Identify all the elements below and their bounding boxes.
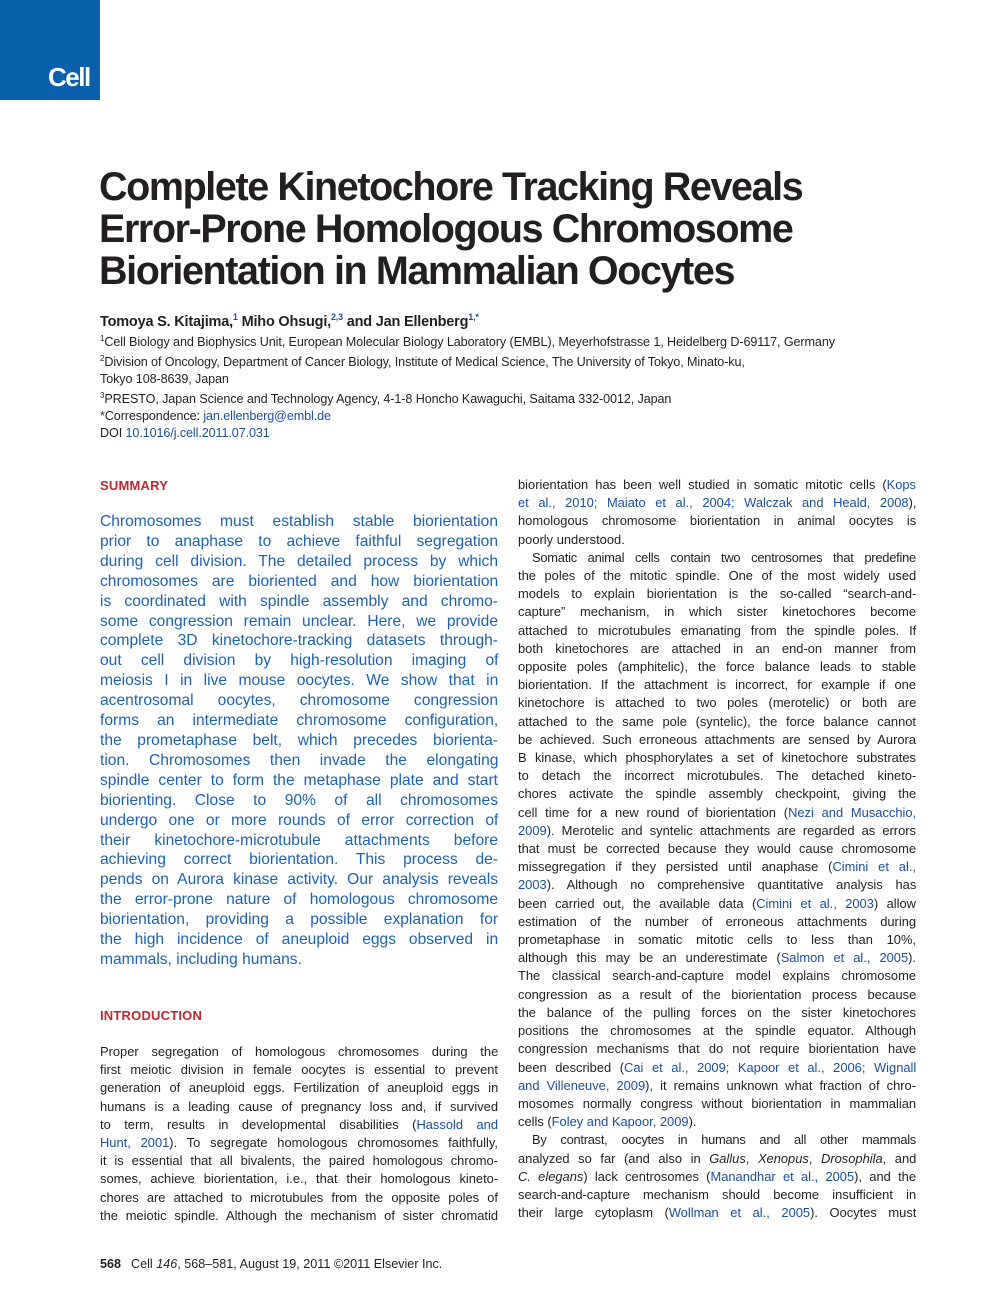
title-line: Error-Prone Homologous Chromosome [99, 207, 793, 251]
summary-line: spindle center to form the metaphase plate and start [100, 771, 498, 789]
body-line [518, 476, 916, 494]
author-list [100, 312, 479, 330]
body-line [518, 1168, 916, 1186]
intro-left-column [100, 1043, 498, 1225]
affiliation-line [100, 388, 920, 408]
intro-right-column [518, 476, 916, 1222]
body-text: ), [908, 495, 917, 511]
citation-link[interactable]: Cimini et al., 2003 [756, 895, 874, 911]
summary-line: Chromosomes must establish stable biorientation [100, 513, 498, 530]
body-line: attached to microtubules emanating from the spindle poles. If [518, 622, 917, 638]
body-text: , [745, 1150, 758, 1166]
body-text: been carried out, the available data ( [518, 895, 757, 911]
journal-logo [0, 0, 100, 100]
body-line [518, 895, 916, 913]
author-name: Tomoya S. Kitajima, [100, 313, 233, 330]
body-line: models to explain biorientation is the so-called “search-and- [518, 586, 917, 602]
summary-line: forms an intermediate chromosome configuration, [100, 712, 499, 730]
body-text: been described ( [518, 1059, 625, 1075]
body-text: ), and the [854, 1168, 916, 1184]
body-text: ). To segregate homologous chromosomes faithfully, [169, 1135, 498, 1151]
summary-line: chromosomes are bioriented and how biorientation [100, 572, 499, 590]
body-text: to term, results in developmental disabilities ( [100, 1116, 417, 1132]
correspondence-line [100, 408, 920, 425]
body-line: Proper segregation of homologous chromosomes during the [100, 1044, 499, 1059]
body-line: The classical search-and-capture model explains chromosome [518, 968, 916, 984]
affiliation-line [100, 331, 920, 351]
body-text: their large cytoplasm ( [518, 1205, 669, 1221]
correspondence-label: *Correspondence: [100, 408, 204, 423]
doi-label: DOI [100, 425, 126, 440]
summary-line: out cell division by high-resolution imaging of [100, 652, 499, 670]
summary-line: the high incidence of aneuploid eggs observed in [100, 931, 499, 949]
species-name: Gallus [709, 1150, 746, 1166]
summary-line: prior to anaphase to achieve faithful segregation [100, 532, 498, 550]
body-text: analyzed so far (and also in [518, 1150, 710, 1166]
citation-link[interactable]: 2009 [518, 822, 547, 838]
body-line: B kinase, which phosphorylates a set of kinetochore substrates [518, 750, 916, 766]
body-line [518, 949, 916, 967]
affiliation-text: Cell Biology and Biophysics Unit, European Molecular Biology Laboratory (EMBL), Meyerhofstrasse 1, Heidelberg D-69117, Germany [104, 335, 835, 350]
body-text: , [808, 1150, 822, 1166]
body-line [518, 822, 916, 840]
citation-link[interactable]: 2003 [518, 877, 547, 893]
citation-link[interactable]: Hassold and [416, 1116, 498, 1132]
body-line: both kinetochores are attached in an end-on manner from [518, 640, 916, 656]
summary-line: acentrosomal oocytes, chromosome congression [100, 692, 498, 710]
body-text: ) allow [873, 895, 916, 911]
body-text: cells ( [518, 1114, 552, 1130]
summary-line: during cell division. The detailed process by which [100, 552, 498, 570]
body-text: cell time for a new round of biorientation ( [518, 804, 789, 820]
summary-line: complete 3D kinetochore-tracking datasets through- [100, 632, 498, 650]
author-affil-sup[interactable]: 1,* [468, 312, 479, 322]
body-line: biorientation. If the attachment is incorrect, for example if one [518, 677, 916, 693]
citation-link[interactable]: Nezi and Musacchio, [788, 804, 917, 820]
body-line: search-and-capture mechanism should become insufficient in [518, 1186, 917, 1202]
body-text: although this may be an underestimate ( [518, 950, 781, 966]
introduction-heading: INTRODUCTION [100, 1008, 203, 1023]
summary-line: biorienting. Close to 90% of all chromosomes [100, 791, 498, 809]
summary-line: some congression remain unclear. Here, we provide [100, 612, 498, 630]
article-title [99, 166, 919, 292]
body-line [518, 494, 916, 512]
body-line [518, 804, 916, 822]
summary-line: is coordinated with spindle assembly and chromo- [100, 592, 498, 610]
body-text: ). [908, 950, 916, 966]
affiliation-sup: 1 [100, 334, 105, 343]
citation-link[interactable]: et al., 2010; Maiato et al., 2004; Walczak and Heald, 2008 [518, 495, 909, 511]
citation-link[interactable]: Hunt, 2001 [100, 1135, 170, 1151]
author-affil-sup[interactable]: 2,3 [331, 312, 343, 322]
citation-link[interactable]: and Villeneuve, 2009 [518, 1077, 646, 1093]
affiliation-line: Tokyo 108-8639, Japan [100, 371, 229, 386]
summary-line: achieving correct biorientation. This process de- [100, 851, 498, 869]
footer-volume: 146 [156, 1257, 178, 1271]
summary-line: undergo one or more rounds of error correction of [100, 811, 499, 829]
body-line: chores activate the spindle assembly checkpoint, giving the [518, 786, 917, 802]
body-line: humans is a leading cause of pregnancy loss and, if survived [100, 1098, 498, 1114]
body-line [518, 1059, 916, 1077]
body-text: ) lack centrosomes ( [583, 1168, 711, 1184]
summary-line: pends on Aurora kinase activity. Our analysis reveals [100, 871, 498, 889]
page-number: 568 [100, 1257, 122, 1271]
body-line: somes, achieve biorientation, i.e., that their homologous kineto- [100, 1171, 499, 1187]
citation-link[interactable]: Salmon et al., 2005 [780, 950, 909, 966]
body-line: kinetochore is attached to two poles (merotelic) or both are [518, 695, 917, 711]
body-line: prometaphase in somatic mitotic cells to less than 10%, [518, 932, 916, 948]
body-line [518, 858, 916, 876]
body-line: generation of aneuploid eggs. Fertilization of aneuploid eggs in [100, 1080, 499, 1096]
body-line: chores are attached to microtubules from the opposite poles of [100, 1189, 498, 1205]
author-name: Miho Ohsugi, [241, 313, 331, 330]
body-line: attached to the same pole (syntelic), the force balance cannot [518, 713, 916, 729]
footer-citation: , 568–581, August 19, 2011 ©2011 Elsevier Inc. [177, 1257, 443, 1271]
affiliations [100, 331, 920, 441]
body-line: congression mechanisms that do not require biorientation have [518, 1041, 916, 1057]
body-line: homologous chromosome biorientation in animal oocytes is [518, 513, 917, 529]
body-text: ). Merotelic and syntelic attachments are regarded as errors [546, 822, 916, 838]
body-line: Somatic animal cells contain two centrosomes that predefine [532, 549, 916, 565]
species-name: Drosophila [821, 1150, 883, 1166]
body-text: ). Oocytes must [810, 1205, 917, 1221]
body-text: ), it remains unknown what fraction of chro- [645, 1077, 916, 1093]
body-line: estimation of the number of erroneous attachments during [518, 913, 917, 929]
body-text: ). Although no comprehensive quantitative analysis has [546, 877, 917, 893]
body-line [100, 1116, 498, 1134]
affiliation-text: PRESTO, Japan Science and Technology Agency, 4-1-8 Honcho Kawaguchi, Saitama 332-0012, Japan [104, 391, 672, 406]
citation-link[interactable]: Manandhar et al., 2005 [710, 1168, 855, 1184]
body-line: congression as a result of the biorientation process because [518, 986, 917, 1002]
doi-line [100, 425, 920, 442]
body-text: ). [688, 1114, 697, 1130]
summary-line: tion. Chromosomes then invade the elongating [100, 751, 499, 769]
summary-line: their kinetochore-microtubule attachments before [100, 831, 498, 849]
body-line [100, 1134, 498, 1152]
body-line: capture” mechanism, in which sister kinetochores become [518, 604, 917, 620]
body-line: mosomes normally congress without biorientation in mammalian [518, 1095, 917, 1111]
body-line [518, 1077, 916, 1095]
body-line [518, 876, 916, 894]
body-line [518, 1204, 916, 1222]
doi-link[interactable]: 10.1016/j.cell.2011.07.031 [125, 425, 270, 440]
citation-link[interactable]: Wollman et al., 2005 [668, 1205, 811, 1221]
body-line: to detach the incorrect microtubules. The detached kineto- [518, 768, 917, 784]
body-line [518, 1150, 916, 1168]
species-name: Xenopus [757, 1150, 809, 1166]
citation-link[interactable]: Foley and Kapoor, 2009 [551, 1114, 689, 1130]
affiliation-line [100, 351, 920, 371]
title-line: Biorientation in Mammalian Oocytes [99, 249, 735, 293]
body-text: biorientation has been well studied in somatic mitotic cells ( [518, 477, 887, 492]
author-name: and Jan Ellenberg [346, 313, 469, 330]
page-footer [100, 1257, 442, 1271]
body-line: first meiotic division in female oocytes is essential to prevent [100, 1062, 498, 1078]
species-name: C. elegans [518, 1168, 584, 1184]
body-line: the balance of the pulling forces on the sister kinetochores [518, 1004, 916, 1020]
correspondence-email-link[interactable]: jan.ellenberg@embl.de [203, 408, 331, 423]
body-line: be achieved. Such erroneous attachments are sensed by Aurora [518, 731, 916, 747]
summary-line: mammals, including humans. [100, 950, 302, 968]
affiliation-text: Division of Oncology, Department of Cancer Biology, Institute of Medical Science, The University of Tokyo, Minato-ku, [104, 355, 745, 370]
summary-text [100, 512, 498, 970]
body-line: positions the chromosomes at the spindle equator. Although [518, 1023, 917, 1039]
summary-line: the prometaphase belt, which precedes biorienta- [100, 731, 498, 749]
affiliation-sup: 2 [100, 353, 105, 363]
body-line: it is essential that all bivalents, the paired homologous chromo- [100, 1153, 498, 1169]
body-line: that must be corrected because they would cause chromosome [518, 841, 916, 857]
citation-link[interactable]: Cai et al., 2009; Kapoor et al., 2006; Wignall [624, 1059, 917, 1075]
summary-line: meiosis I in live mouse oocytes. We show that in [100, 672, 499, 690]
title-line: Complete Kinetochore Tracking Reveals [99, 165, 803, 209]
body-line: poorly understood. [518, 531, 625, 547]
body-line: By contrast, oocytes in humans and all other mammals [532, 1132, 916, 1148]
summary-line: the error-prone nature of homologous chromosome [100, 891, 498, 909]
journal-logo-text: Cell [48, 62, 90, 92]
citation-link[interactable]: Cimini et al., [832, 859, 916, 875]
citation-link[interactable]: Kops [886, 477, 916, 492]
body-text: missegregation if they persisted until anaphase ( [518, 859, 833, 875]
summary-line: biorientation, providing a possible explanation for [100, 911, 499, 929]
footer-journal: Cell [131, 1257, 157, 1271]
body-line: the poles of the mitotic spindle. One of the most widely used [518, 568, 917, 584]
body-line: the meiotic spindle. Although the mechanism of sister chromatid [100, 1207, 498, 1223]
author-affil-sup[interactable]: 1 [232, 312, 238, 322]
affiliation-sup: 3 [100, 390, 105, 400]
body-line: opposite poles (amphitelic), the force balance leads to stable [518, 659, 917, 675]
summary-heading: SUMMARY [100, 478, 169, 493]
body-text: , and [882, 1150, 917, 1166]
body-line [518, 1113, 916, 1131]
